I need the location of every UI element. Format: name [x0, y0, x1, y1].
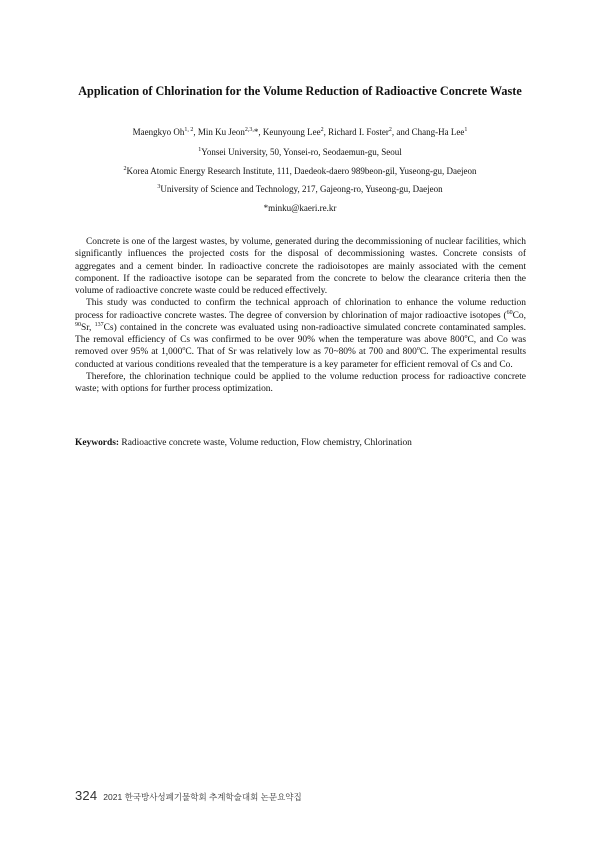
affiliation	[40, 165, 560, 177]
abstract-paragraph: Therefore, the chlorination technique could be applied to the volume reduction process for radioactive concrete waste; with options for further process optimization.	[75, 371, 526, 394]
page-number: 324	[75, 788, 98, 803]
text-run: C, and Co was removed over 95% at 1,000	[75, 335, 526, 358]
corresponding-email: *minku@kaeri.re.kr	[263, 203, 337, 213]
author-affiliation-mark: 1	[464, 127, 468, 133]
paper-title: Application of Chlorination for the Volume Reduction of Radioactive Concrete Waste	[78, 84, 522, 98]
isotope-symbol: Sr,	[81, 322, 95, 333]
author-affiliation-mark: 2	[388, 127, 392, 133]
author-name: Keunyoung Lee	[262, 127, 321, 137]
affiliation-text: Yonsei University, 50, Yonsei-ro, Seodaemun-gu, Seoul	[201, 147, 402, 157]
degree-mark: o	[182, 346, 186, 353]
text-run: C. The experimental results conducted at various conditions revealed that the temperature is a key parameter for efficient removal of Cs and Co.	[75, 347, 527, 370]
text-run: This study was conducted to confirm the technical approach of chlorination to enhance the volume reduction process for radioactive concrete wastes. The degree of conversion by chlorination of major radioactive isotopes (	[75, 298, 526, 321]
degree-mark: o	[464, 333, 468, 340]
isotope-mass-number: 137	[94, 321, 104, 328]
isotope-mass-number: 60	[506, 309, 513, 316]
author-separator: ,	[323, 127, 329, 137]
abstract-body	[75, 236, 526, 395]
author-name: Min Ku Jeon	[197, 127, 245, 137]
corresponding-mark: *	[253, 127, 259, 137]
affiliation-text: Korea Atomic Energy Research Institute, 111, Daedeok-daero 989beon-gil, Yuseong-gu, Daejeon	[126, 166, 477, 176]
author-separator: ,	[193, 127, 198, 137]
keywords-line	[75, 437, 535, 449]
author-separator: ,	[258, 127, 263, 137]
text-run: ) contained in the concrete was evaluated using non-radioactive simulated concrete contaminated samples. The removal efficiency of Cs was confirmed to be over 90% when the temperature was above 800	[75, 322, 526, 345]
affiliation-number: 1	[198, 147, 202, 153]
text-run: C. That of Sr was relatively low as 70~80% at 700 and 800	[185, 347, 417, 358]
abstract-paragraph: Concrete is one of the largest wastes, by volume, generated during the decommissioning of nuclear facilities, which significantly influences the projected costs for the disposal of decommissioning wastes. Concrete consists of aggregates and a cement binder. In radioactive concrete the radioisotopes are mainly associated with the cement component. If the radioactive isotope can be separated from the concrete to below the clearance criteria then the volume of radioactive concrete waste could be reduced effectively.	[75, 237, 526, 296]
author-name: Maengkyo Oh	[132, 127, 185, 137]
isotope-symbol: Co,	[512, 310, 526, 321]
isotope-symbol: Cs	[103, 322, 114, 333]
affiliation-number: 2	[123, 166, 127, 172]
degree-mark: o	[416, 346, 420, 353]
author-affiliation-mark: 2	[320, 127, 324, 133]
author-affiliation-mark: 1, 2	[184, 127, 194, 133]
author-name: Chang-Ha Lee	[411, 127, 465, 137]
author-separator: , and	[391, 127, 412, 137]
isotope-mass-number: 90	[75, 321, 81, 328]
author-affiliation-mark: 2,3,	[244, 127, 254, 133]
author-name: Richard I. Foster	[328, 127, 389, 137]
affiliation	[40, 146, 560, 158]
keywords-label: Keywords:	[75, 438, 120, 448]
affiliation-text: University of Science and Technology, 217, Gajeong-ro, Yuseong-gu, Daejeon	[160, 184, 443, 194]
keywords-text: Radioactive concrete waste, Volume reduction, Flow chemistry, Chlorination	[121, 438, 412, 448]
conference-name: 2021 한국방사성폐기물학회 추계학술대회 논문요약집	[103, 792, 302, 802]
affiliation-number: 3	[157, 184, 161, 190]
affiliation	[40, 183, 560, 195]
author-list	[50, 126, 550, 138]
page-footer	[75, 787, 302, 805]
abstract-paragraph	[75, 297, 526, 371]
